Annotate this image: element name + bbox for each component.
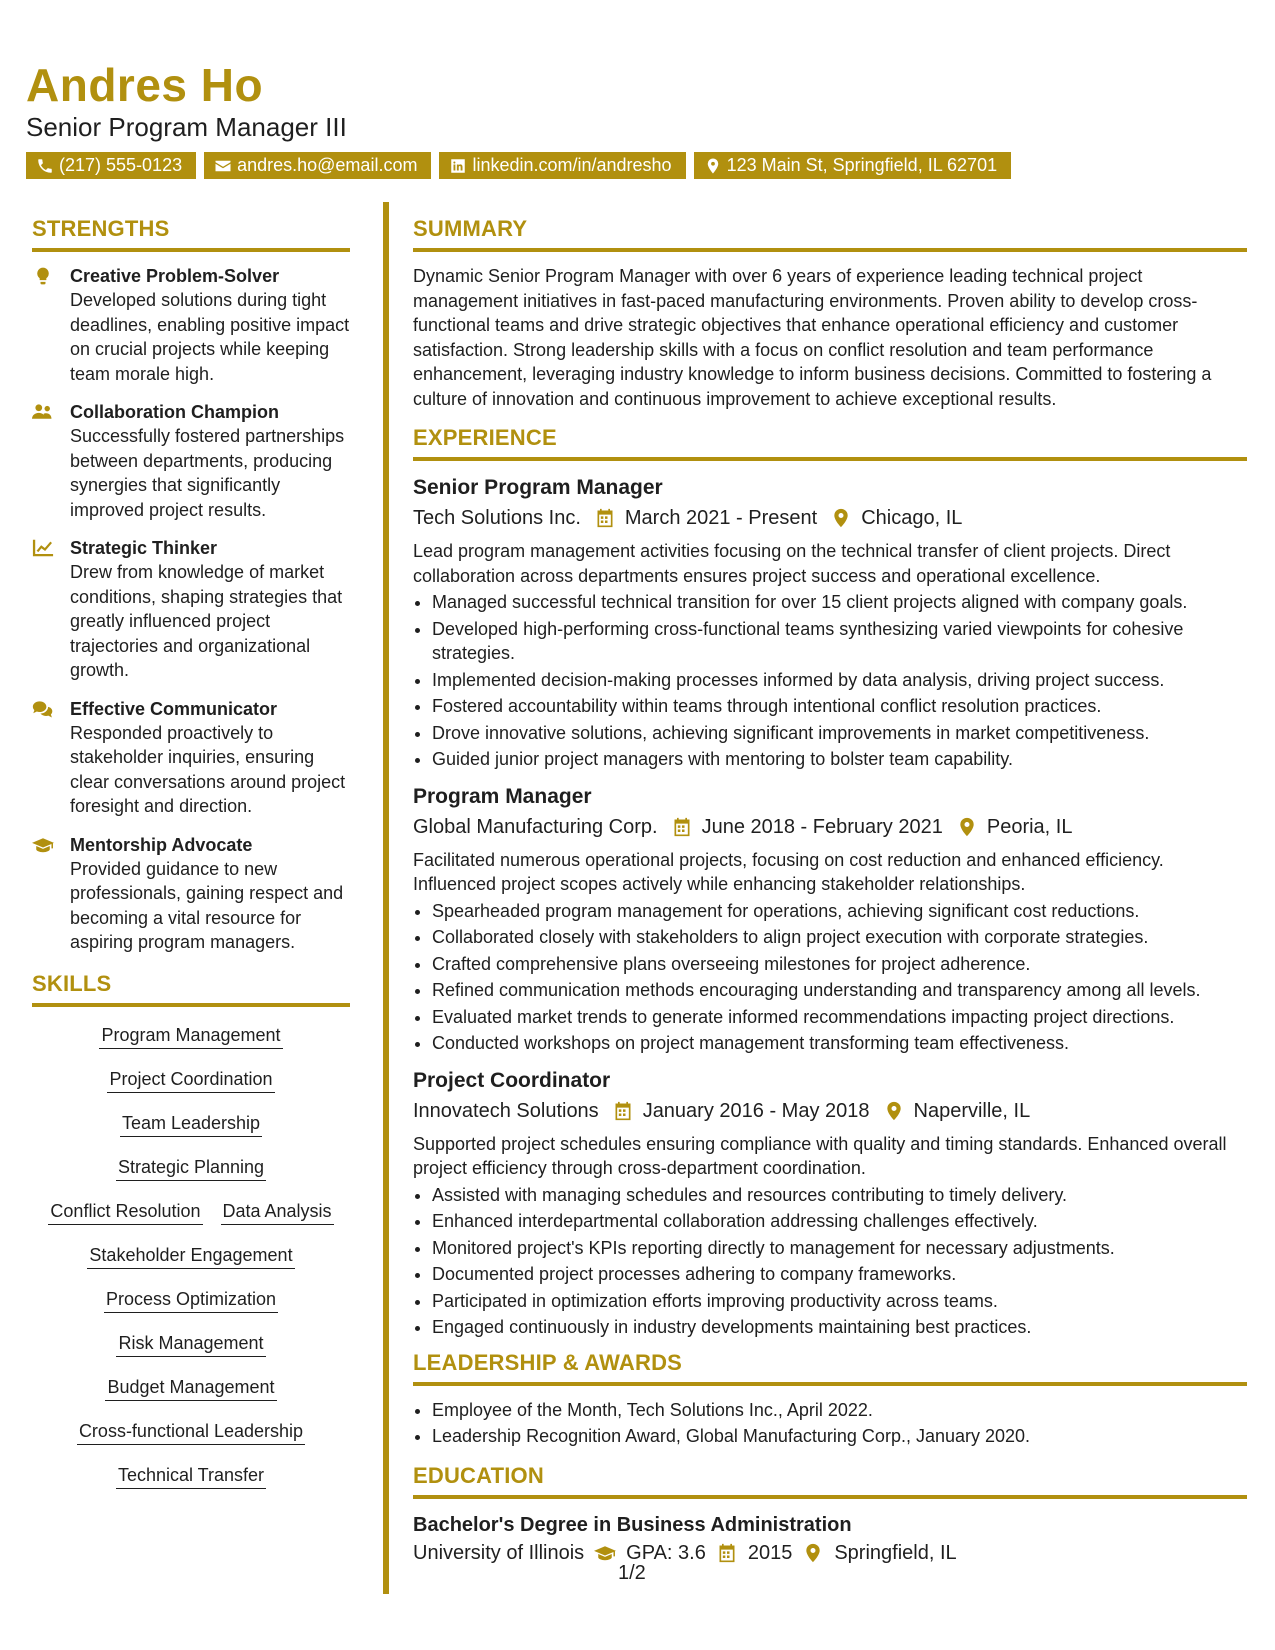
skill-tag: Data Analysis xyxy=(221,1199,334,1225)
bullet-item: • Assisted with managing schedules and resources contributing to timely delivery. xyxy=(432,1183,1247,1208)
lightbulb-icon xyxy=(32,266,54,286)
skill-tag: Cross-functional Leadership xyxy=(77,1419,305,1445)
job-bullets xyxy=(413,590,1247,772)
job-meta xyxy=(413,503,1247,533)
column-divider xyxy=(383,202,389,1594)
skill-tag: Program Management xyxy=(99,1023,282,1049)
strength-title: Collaboration Champion xyxy=(70,402,279,422)
job-description: Supported project schedules ensuring compliance with quality and timing standards. Enhanced overall project efficiency through cross-department coordination. xyxy=(413,1133,1227,1178)
bullet-item: • Managed successful technical transition for over 15 client projects aligned with company goals. xyxy=(432,590,1247,615)
skill-tag: Process Optimization xyxy=(104,1287,278,1313)
job-location: Chicago, IL xyxy=(861,507,963,529)
gpa: GPA: 3.6 xyxy=(626,1541,706,1564)
summary-heading: SUMMARY xyxy=(413,216,1247,252)
job-description: Facilitated numerous operational projects, focusing on cost reduction and enhanced efficiency. Influenced project scopes actively while enhancing stakeholder relationships. xyxy=(413,849,1164,894)
bullet-item: • Evaluated market trends to generate informed recommendations impacting project directions. xyxy=(432,1005,1247,1030)
experience-heading: EXPERIENCE xyxy=(413,425,1247,461)
bullet-item: • Developed high-performing cross-functional teams synthesizing varied viewpoints for cohesive strategies. xyxy=(432,617,1247,666)
calendar-icon xyxy=(716,1543,738,1563)
job-description: Lead program management activities focusing on the technical transfer of client projects. Direct collaboration across departments ensures project success and operational excellence. xyxy=(413,541,1171,586)
contact-linkedin[interactable] xyxy=(439,152,685,179)
candidate-title: Senior Program Manager III xyxy=(26,112,347,142)
strength-desc: Developed solutions during tight deadlines, enabling positive impact on crucial projects while keeping team morale high. xyxy=(70,290,350,384)
bullet-item: • Spearheaded program management for operations, achieving significant cost reductions. xyxy=(432,899,1247,924)
job-title: Project Coordinator xyxy=(413,1068,611,1092)
strengths-heading: STRENGTHS xyxy=(32,216,350,252)
job-title: Senior Program Manager xyxy=(413,476,663,499)
graduation-cap-icon xyxy=(594,1543,616,1563)
skill-tag: Project Coordination xyxy=(107,1067,274,1093)
calendar-icon xyxy=(613,1101,633,1121)
job-location: Peoria, IL xyxy=(986,815,1073,838)
bullet-item: • Guided junior project managers with mentoring to bolster team capability. xyxy=(432,747,1247,772)
graduation-year: 2015 xyxy=(747,1541,793,1564)
skill-tag: Stakeholder Engagement xyxy=(87,1243,294,1269)
calendar-icon xyxy=(672,817,692,837)
bullet-item: • Implemented decision-making processes informed by data analysis, driving project success. xyxy=(432,668,1247,693)
contact-phone-text: (217) 555-0123 xyxy=(59,155,183,175)
bullet-item: • Monitored project's KPIs reporting directly to management for necessary adjustments. xyxy=(432,1236,1247,1261)
strength-desc: Successfully fostered partnerships between departments, producing synergies that significantly improved project results. xyxy=(70,426,345,520)
job-dates: January 2016 - May 2018 xyxy=(642,1099,870,1122)
bullet-item: • Refined communication methods encouraging understanding and transparency among all levels. xyxy=(432,978,1247,1003)
users-icon xyxy=(32,402,54,422)
right-column xyxy=(413,216,1247,1567)
strength-item xyxy=(32,400,350,522)
contact-address-text: 123 Main St, Springfield, IL 62701 xyxy=(726,155,998,175)
skills-list xyxy=(32,1019,350,1489)
skill-tag: Strategic Planning xyxy=(116,1155,266,1181)
education-location: Springfield, IL xyxy=(834,1541,957,1564)
left-column xyxy=(32,216,350,1489)
candidate-name: Andres Ho xyxy=(26,59,264,111)
strength-title: Creative Problem-Solver xyxy=(70,266,280,286)
education-meta xyxy=(413,1539,1247,1567)
bullet-item: • Conducted workshops on project management transforming team effectiveness. xyxy=(432,1031,1247,1056)
job-title: Program Manager xyxy=(413,784,592,808)
education-heading: EDUCATION xyxy=(413,1463,1247,1499)
school-name: University of Illinois xyxy=(413,1541,585,1564)
strength-item xyxy=(32,697,350,819)
degree: Bachelor's Degree in Business Administration xyxy=(413,1513,852,1536)
job-meta xyxy=(413,812,1247,842)
job-entry xyxy=(413,1066,1247,1340)
contact-address[interactable] xyxy=(694,152,1012,179)
calendar-icon xyxy=(595,508,615,528)
bullet-item: • Participated in optimization efforts improving productivity across teams. xyxy=(432,1289,1247,1314)
strength-item xyxy=(32,264,350,386)
location-icon xyxy=(831,508,851,528)
bullet-item: • Documented project processes adhering to company frameworks. xyxy=(432,1262,1247,1287)
bullet-item: • Enhanced interdepartmental collaboration addressing challenges effectively. xyxy=(432,1209,1247,1234)
skill-tag: Risk Management xyxy=(116,1331,265,1357)
contact-email[interactable] xyxy=(204,152,431,179)
awards-heading: LEADERSHIP & AWARDS xyxy=(413,1350,1247,1386)
strength-item xyxy=(32,833,350,955)
bullet-item: • Engaged continuously in industry developments maintaining best practices. xyxy=(432,1315,1247,1340)
award-item: • Employee of the Month, Tech Solutions Inc., April 2022. xyxy=(432,1398,1247,1423)
location-icon xyxy=(884,1101,904,1121)
comments-icon xyxy=(32,699,54,719)
job-company: Global Manufacturing Corp. xyxy=(413,815,658,838)
summary-text: Dynamic Senior Program Manager with over 6 years of experience leading technical project management initiatives in fast-paced manufacturing environments. Proven ability to develop cross-functional teams and drive strategic objectives that enhance operational efficiency and customer satisfaction. Strong leadership skills with a focus on conflict resolution and team performance enhancement, leveraging industry knowledge to inform business decisions. Committed to fostering a culture of innovation and continuous improvement to achieve exceptional results. xyxy=(413,266,1212,409)
job-dates: March 2021 - Present xyxy=(624,507,818,529)
email-icon xyxy=(214,157,232,175)
linkedin-icon xyxy=(449,157,467,175)
contact-phone[interactable] xyxy=(26,152,196,179)
location-icon xyxy=(957,817,977,837)
job-company: Tech Solutions Inc. xyxy=(413,507,581,529)
bullet-item: • Collaborated closely with stakeholders to align project execution with corporate strategies. xyxy=(432,925,1247,950)
page-number: 1/2 xyxy=(618,1562,646,1584)
strength-title: Mentorship Advocate xyxy=(70,834,253,855)
award-item: • Leadership Recognition Award, Global Manufacturing Corp., January 2020. xyxy=(432,1424,1247,1449)
job-location: Naperville, IL xyxy=(913,1099,1031,1122)
job-meta xyxy=(413,1096,1247,1126)
location-icon xyxy=(704,157,722,175)
strength-desc: Responded proactively to stakeholder inquiries, ensuring clear conversations around project foresight and direction. xyxy=(70,722,346,816)
job-entry xyxy=(413,473,1247,772)
job-dates: June 2018 - February 2021 xyxy=(701,815,943,838)
strength-desc: Provided guidance to new professionals, gaining respect and becoming a vital resource for aspiring program managers. xyxy=(70,858,344,952)
bullet-item: • Fostered accountability within teams through intentional conflict resolution practices. xyxy=(432,694,1247,719)
job-entry xyxy=(413,782,1247,1056)
graduation-cap-icon xyxy=(32,835,54,855)
strength-title: Effective Communicator xyxy=(70,698,278,719)
job-bullets xyxy=(413,899,1247,1056)
location-icon xyxy=(802,1543,824,1563)
skill-tag: Conflict Resolution xyxy=(48,1199,202,1225)
awards-list xyxy=(413,1398,1247,1449)
strength-item xyxy=(32,536,350,683)
job-company: Innovatech Solutions xyxy=(413,1099,599,1122)
contact-bar xyxy=(26,152,1011,179)
bullet-item: • Drove innovative solutions, achieving significant improvements in market competitiveness. xyxy=(432,721,1247,746)
contact-email-text: andres.ho@email.com xyxy=(237,155,418,175)
skill-tag: Team Leadership xyxy=(120,1111,262,1137)
bullet-item: • Crafted comprehensive plans overseeing milestones for project adherence. xyxy=(432,952,1247,977)
skill-tag: Budget Management xyxy=(105,1375,276,1401)
phone-icon xyxy=(36,157,54,175)
strength-title: Strategic Thinker xyxy=(70,538,218,558)
skills-heading: SKILLS xyxy=(32,971,350,1007)
skill-tag: Technical Transfer xyxy=(116,1463,266,1489)
chart-line-icon xyxy=(32,538,54,558)
contact-linkedin-text: linkedin.com/in/andresho xyxy=(472,155,672,175)
strength-desc: Drew from knowledge of market conditions, shaping strategies that greatly influenced project trajectories and organizational growth. xyxy=(70,562,343,680)
job-bullets xyxy=(413,1183,1247,1340)
